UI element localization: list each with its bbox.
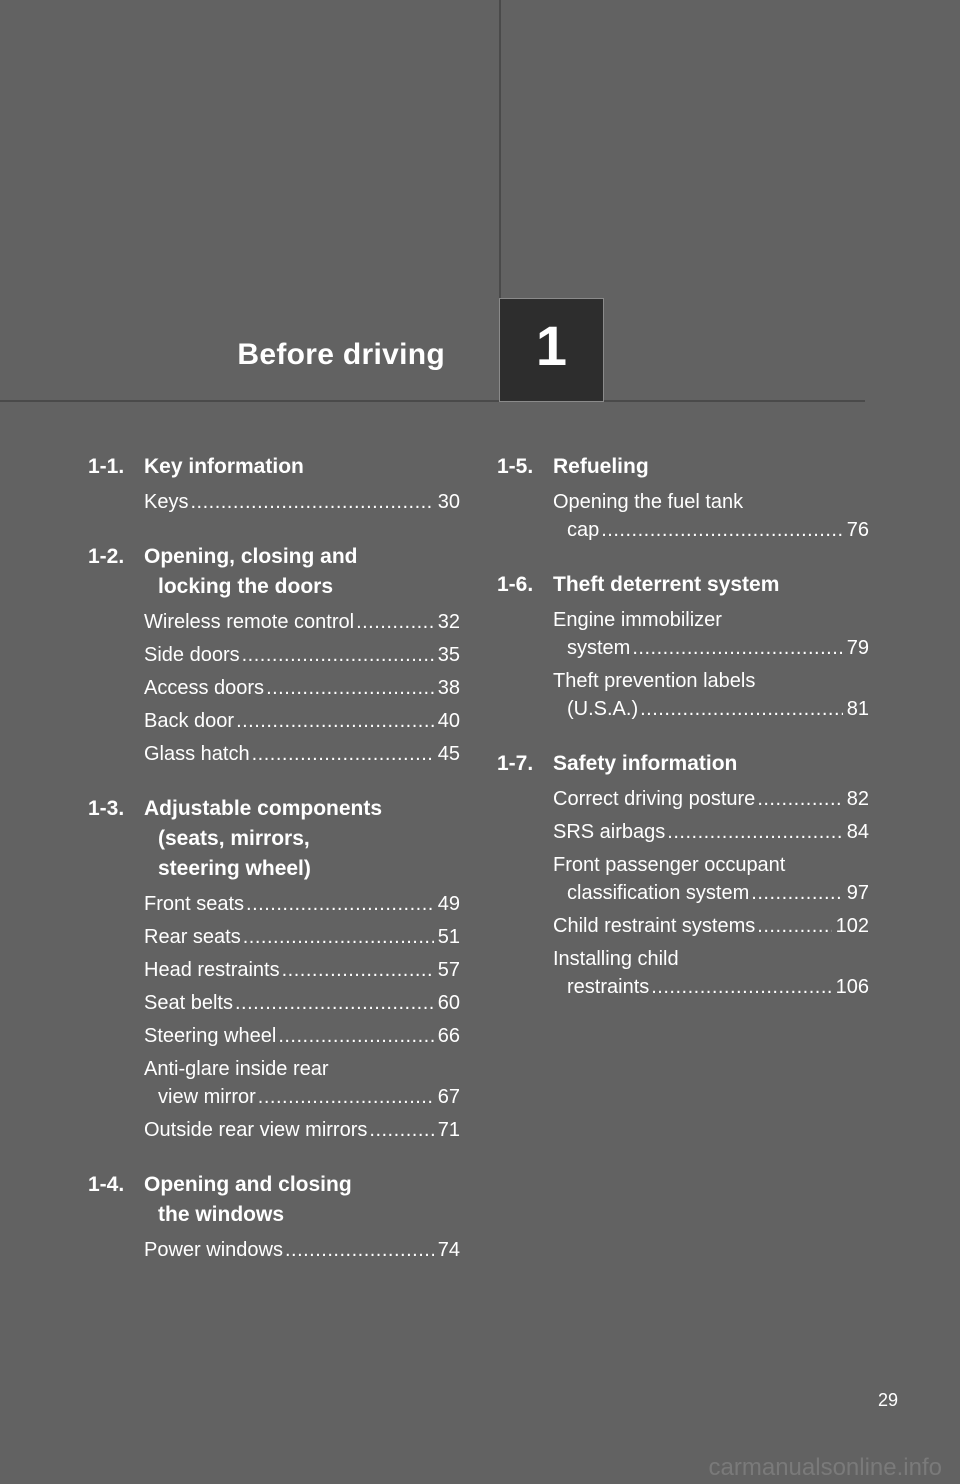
- entry-label: Correct driving posture: [553, 788, 756, 810]
- dot-leader: [369, 1116, 433, 1144]
- entry-line: [144, 608, 460, 636]
- section-entries: [497, 488, 869, 544]
- section-heading: [88, 452, 460, 482]
- entry-label: Front seats: [144, 893, 245, 915]
- toc-entry[interactable]: [553, 785, 869, 813]
- section-number: 1-5.: [497, 455, 534, 478]
- section-title-line: steering wheel): [158, 857, 311, 880]
- toc-section: [88, 452, 460, 516]
- entry-page-number: 84: [846, 821, 869, 843]
- entry-page-number: 82: [846, 788, 869, 810]
- dot-leader: [258, 1083, 434, 1111]
- entry-label: view mirror: [158, 1086, 256, 1108]
- entry-line: [553, 973, 869, 1001]
- entry-line: [144, 1022, 460, 1050]
- section-title: [553, 749, 869, 779]
- section-entries: [88, 488, 460, 516]
- entry-page-number: 71: [437, 1119, 460, 1141]
- entry-page-number: 60: [437, 992, 460, 1014]
- entry-page-number: 79: [846, 637, 869, 659]
- entry-label: Head restraints: [144, 959, 280, 981]
- toc-section: [497, 749, 869, 1001]
- dot-leader: [236, 707, 434, 735]
- section-number: 1-7.: [497, 752, 534, 775]
- section-title-line: Key information: [144, 455, 304, 478]
- dot-leader: [757, 912, 831, 940]
- toc-section: [88, 1170, 460, 1264]
- entry-page-number: 76: [846, 519, 869, 541]
- toc-entry[interactable]: [553, 851, 869, 907]
- toc-entry[interactable]: [144, 488, 460, 516]
- entry-page-number: 102: [835, 915, 869, 937]
- section-number: 1-2.: [88, 545, 125, 568]
- entry-line: [553, 818, 869, 846]
- section-title: [144, 1170, 460, 1230]
- section-title-line: the windows: [158, 1203, 284, 1226]
- section-heading: [88, 794, 460, 884]
- toc-entry[interactable]: [144, 707, 460, 735]
- entry-line: [144, 641, 460, 669]
- toc-entry[interactable]: [553, 667, 869, 723]
- entry-label: Seat belts: [144, 992, 233, 1014]
- dot-leader: [242, 641, 434, 669]
- toc-section: [88, 794, 460, 1144]
- entry-line: [553, 912, 869, 940]
- section-number: 1-4.: [88, 1173, 125, 1196]
- entry-page-number: 51: [437, 926, 460, 948]
- entry-line: [553, 488, 869, 516]
- dot-leader: [285, 1236, 434, 1264]
- entry-line: [553, 606, 869, 634]
- section-number: 1-3.: [88, 797, 125, 820]
- section-entries: [88, 608, 460, 768]
- chapter-number-box: [499, 298, 604, 402]
- entry-label: Glass hatch: [144, 743, 250, 765]
- dot-leader: [356, 608, 434, 636]
- toc-entry[interactable]: [144, 989, 460, 1017]
- entry-label: Outside rear view mirrors: [144, 1119, 368, 1141]
- dot-leader: [640, 695, 843, 723]
- entry-page-number: 30: [437, 491, 460, 513]
- entry-page-number: 74: [437, 1239, 460, 1261]
- section-title-line: Opening and closing: [144, 1173, 352, 1196]
- entry-label: Anti-glare inside rear: [144, 1058, 329, 1080]
- entry-page-number: 57: [437, 959, 460, 981]
- toc-entry[interactable]: [553, 488, 869, 544]
- section-title: [144, 794, 460, 884]
- dot-leader: [190, 488, 433, 516]
- toc-entry[interactable]: [144, 956, 460, 984]
- entry-label: Child restraint systems: [553, 915, 756, 937]
- chapter-title: Before driving: [237, 338, 445, 371]
- dot-leader: [632, 634, 842, 662]
- toc-entry[interactable]: [144, 923, 460, 951]
- dot-leader: [243, 923, 434, 951]
- entry-label: Access doors: [144, 677, 265, 699]
- entry-line: [553, 634, 869, 662]
- page-number: 29: [877, 1390, 898, 1410]
- dot-leader: [757, 785, 842, 813]
- section-title-line: locking the doors: [158, 575, 334, 598]
- entry-page-number: 106: [835, 976, 869, 998]
- section-title-line: Theft deterrent system: [553, 573, 780, 596]
- entry-label: Rear seats: [144, 926, 241, 948]
- dot-leader: [266, 674, 434, 702]
- entry-label: Engine immobilizer: [553, 609, 722, 631]
- section-title: [553, 570, 869, 600]
- entry-line: [144, 923, 460, 951]
- toc-entry[interactable]: [144, 1236, 460, 1264]
- section-title-line: Opening, closing and: [144, 545, 358, 568]
- toc-section: [497, 570, 869, 723]
- entry-label: Side doors: [144, 644, 240, 666]
- toc-entry[interactable]: [553, 945, 869, 1001]
- section-title-line: Refueling: [553, 455, 649, 478]
- entry-line: [144, 1083, 460, 1111]
- entry-line: [553, 516, 869, 544]
- toc-entry[interactable]: [553, 606, 869, 662]
- entry-page-number: 45: [437, 743, 460, 765]
- entry-line: [144, 674, 460, 702]
- entry-label: Installing child: [553, 948, 679, 970]
- section-entries: [497, 606, 869, 723]
- dot-leader: [235, 989, 434, 1017]
- section-heading: [497, 749, 869, 779]
- entry-page-number: 67: [437, 1086, 460, 1108]
- dot-leader: [667, 818, 842, 846]
- dot-leader: [278, 1022, 433, 1050]
- section-heading: [497, 452, 869, 482]
- chapter-number: 1: [535, 314, 568, 377]
- toc-column-left: [88, 452, 460, 1290]
- entry-page-number: 49: [437, 893, 460, 915]
- section-title-line: Adjustable components: [144, 797, 383, 820]
- toc-section: [497, 452, 869, 544]
- entry-line: [144, 488, 460, 516]
- toc-entry[interactable]: [144, 674, 460, 702]
- entry-line: [144, 1055, 460, 1083]
- entry-line: [553, 945, 869, 973]
- entry-label: Wireless remote control: [144, 611, 355, 633]
- entry-page-number: 66: [437, 1025, 460, 1047]
- entry-line: [144, 989, 460, 1017]
- entry-label: Back door: [144, 710, 235, 732]
- entry-line: [144, 1236, 460, 1264]
- section-title: [553, 452, 869, 482]
- entry-label: Opening the fuel tank: [553, 491, 744, 513]
- entry-line: [144, 890, 460, 918]
- toc-entry[interactable]: [144, 1116, 460, 1144]
- toc-entry[interactable]: [144, 740, 460, 768]
- entry-line: [553, 695, 869, 723]
- entry-page-number: 32: [437, 611, 460, 633]
- entry-line: [553, 785, 869, 813]
- toc-entry[interactable]: [553, 818, 869, 846]
- entry-label: Power windows: [144, 1239, 283, 1261]
- watermark: carmanualsonline.info: [708, 1454, 942, 1481]
- toc-section: [88, 542, 460, 768]
- entry-label: Theft prevention labels: [553, 670, 756, 692]
- entry-label: Steering wheel: [144, 1025, 277, 1047]
- entry-line: [553, 851, 869, 879]
- toc-entry[interactable]: [144, 890, 460, 918]
- entry-line: [144, 740, 460, 768]
- toc-entry[interactable]: [144, 641, 460, 669]
- toc-entry[interactable]: [144, 1055, 460, 1111]
- entry-label: cap: [567, 519, 600, 541]
- entry-label: Keys: [144, 491, 189, 513]
- section-heading: [88, 542, 460, 602]
- dot-leader: [601, 516, 843, 544]
- section-heading: [497, 570, 869, 600]
- section-entries: [88, 1236, 460, 1264]
- entry-label: classification system: [567, 882, 750, 904]
- section-entries: [88, 890, 460, 1144]
- toc-entry[interactable]: [144, 1022, 460, 1050]
- entry-label: restraints: [567, 976, 650, 998]
- dot-leader: [751, 879, 842, 907]
- entry-label: (U.S.A.): [567, 698, 639, 720]
- entry-page-number: 81: [846, 698, 869, 720]
- dot-leader: [282, 956, 434, 984]
- entry-page-number: 97: [846, 882, 869, 904]
- entry-line: [144, 956, 460, 984]
- entry-label: SRS airbags: [553, 821, 666, 843]
- toc-entry[interactable]: [144, 608, 460, 636]
- entry-page-number: 40: [437, 710, 460, 732]
- entry-line: [553, 667, 869, 695]
- dot-leader: [246, 890, 434, 918]
- horizontal-rule: [0, 400, 865, 402]
- section-title: [144, 542, 460, 602]
- entry-line: [144, 1116, 460, 1144]
- section-heading: [88, 1170, 460, 1230]
- toc-column-right: [497, 452, 869, 1027]
- section-number: 1-1.: [88, 455, 125, 478]
- entry-page-number: 38: [437, 677, 460, 699]
- section-title: [144, 452, 460, 482]
- entry-label: Front passenger occupant: [553, 854, 786, 876]
- dot-leader: [651, 973, 831, 1001]
- toc-entry[interactable]: [553, 912, 869, 940]
- dot-leader: [252, 740, 434, 768]
- entry-line: [553, 879, 869, 907]
- entry-line: [144, 707, 460, 735]
- section-entries: [497, 785, 869, 1001]
- section-number: 1-6.: [497, 573, 534, 596]
- entry-label: system: [567, 637, 631, 659]
- section-title-line: (seats, mirrors,: [158, 827, 310, 850]
- entry-page-number: 35: [437, 644, 460, 666]
- vertical-rule: [499, 0, 501, 300]
- section-title-line: Safety information: [553, 752, 738, 775]
